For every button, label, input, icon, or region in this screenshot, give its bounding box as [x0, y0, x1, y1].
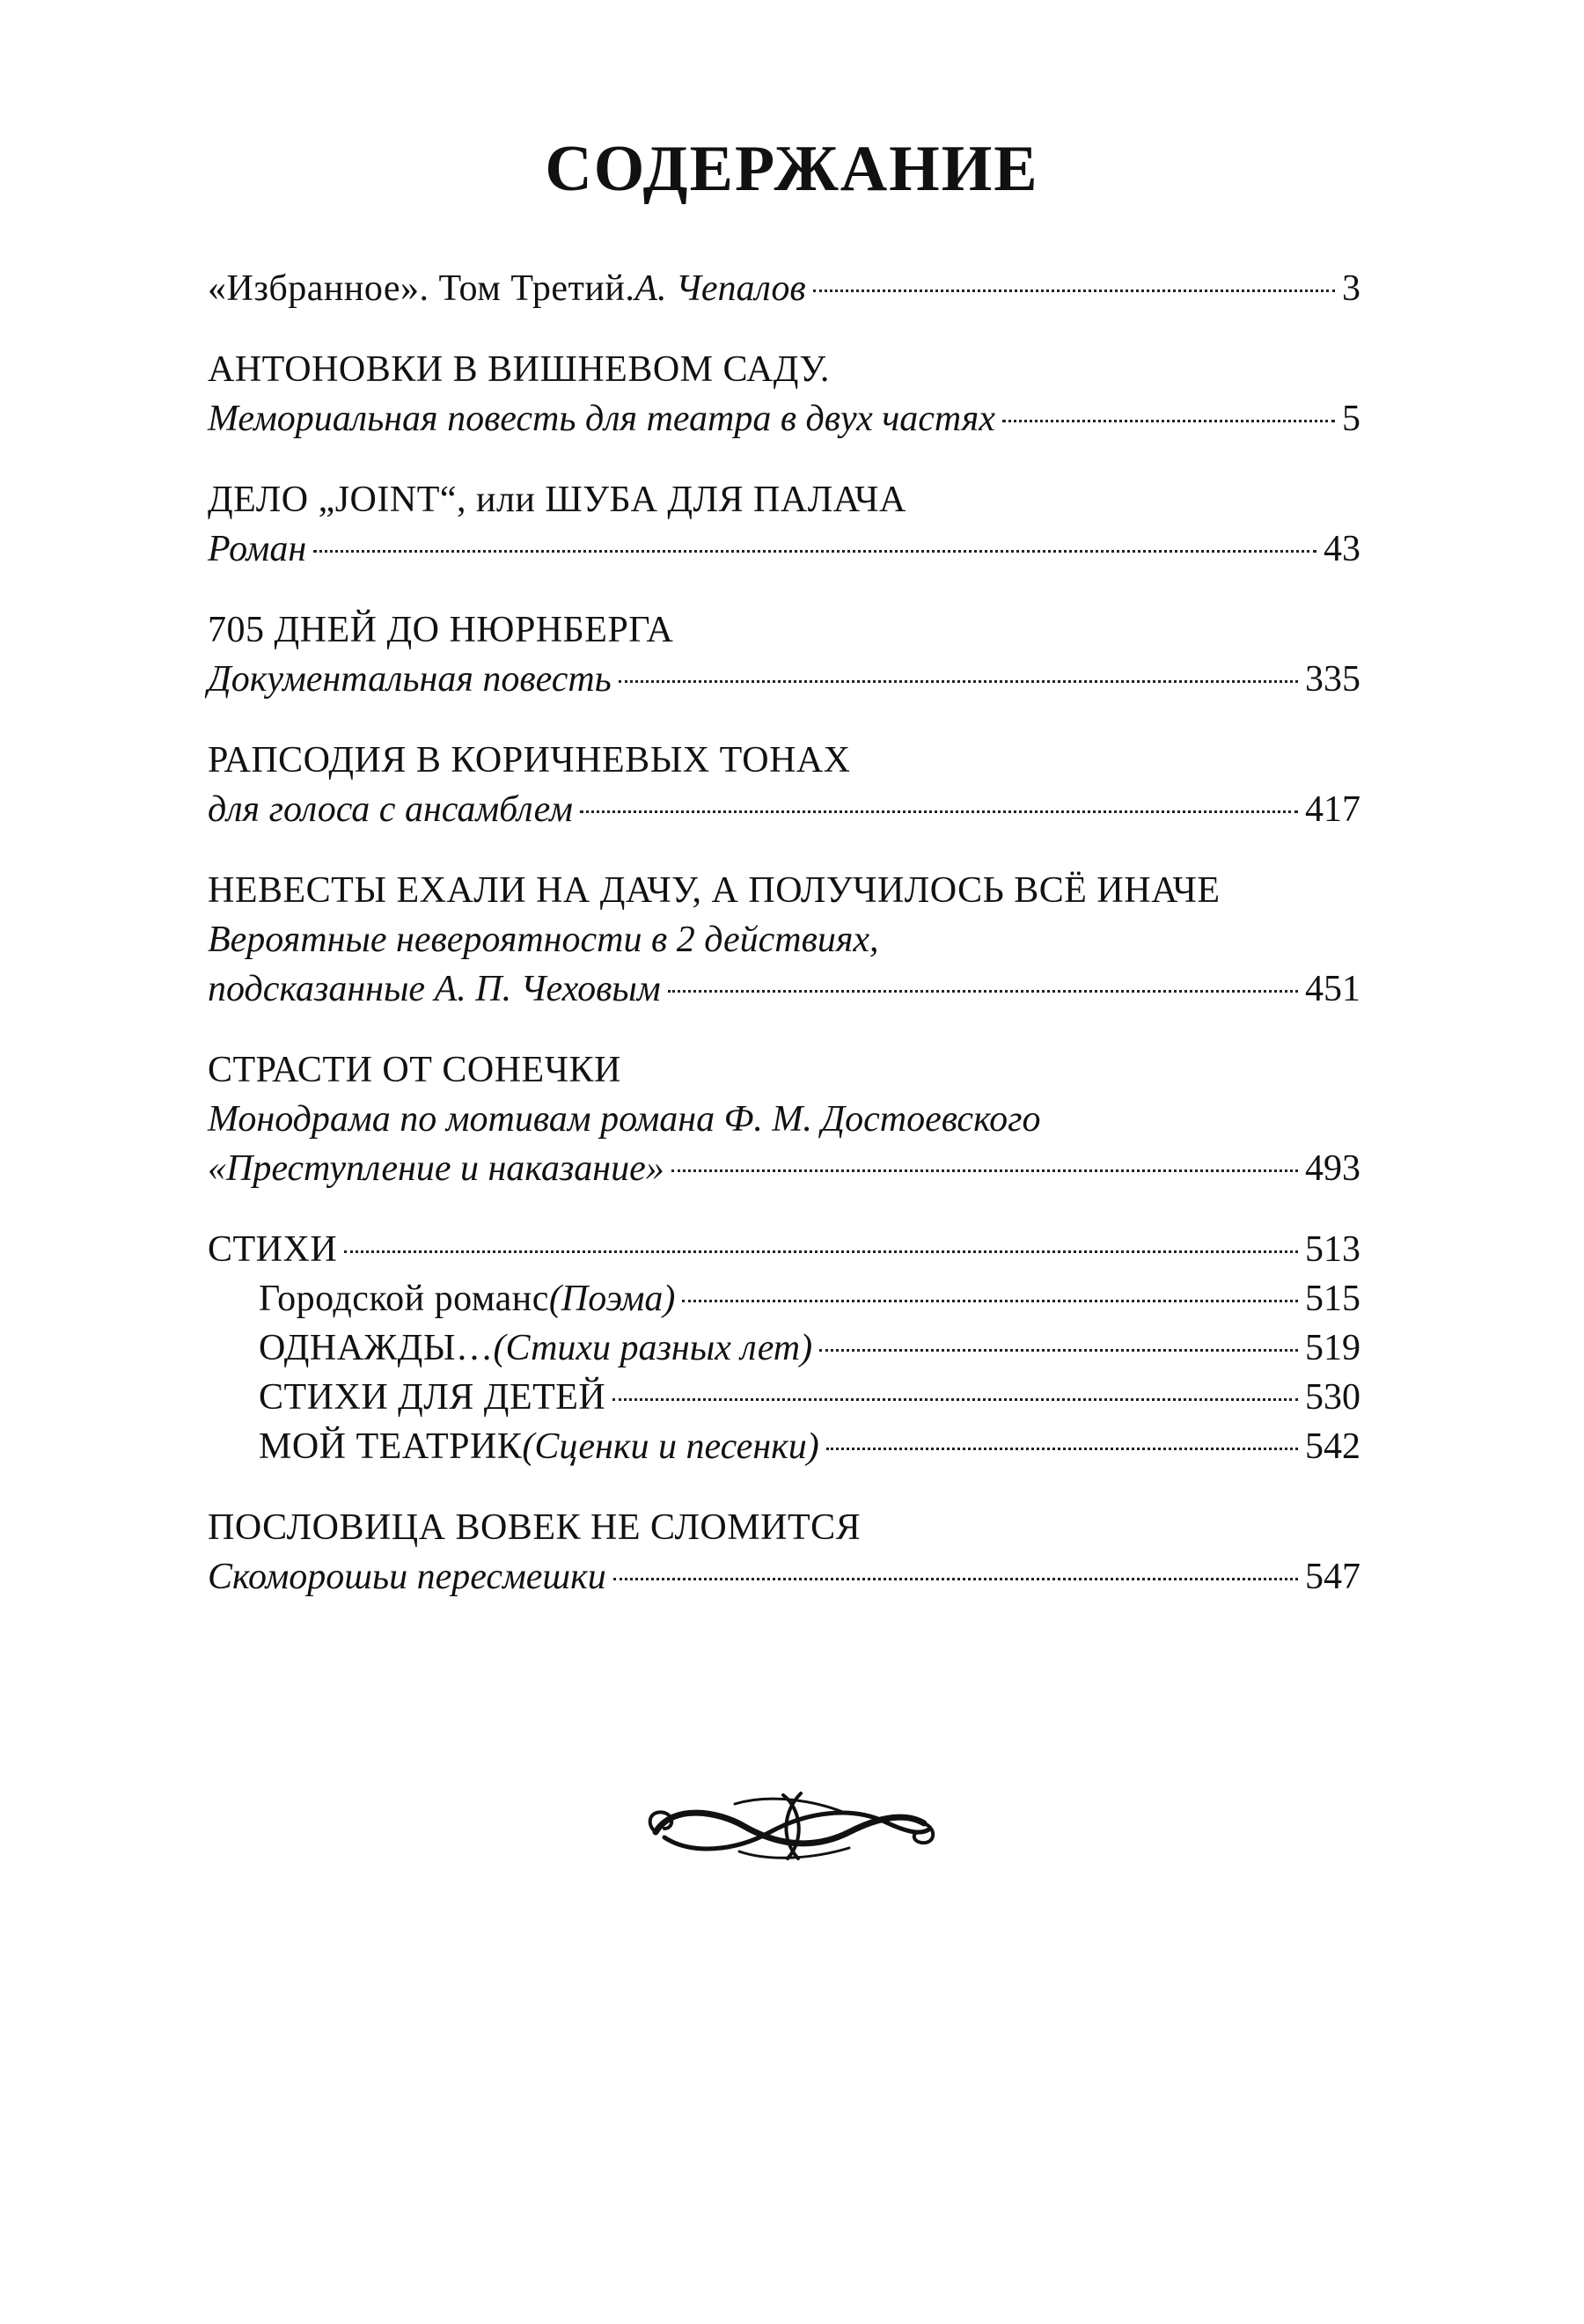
toc-heading-line[interactable] — [208, 1045, 1360, 1095]
toc-entry-title: ПОСЛОВИЦА ВОВЕК НЕ СЛОМИТСЯ — [208, 1507, 862, 1548]
page-number: 335 — [1305, 659, 1360, 700]
toc-child-title: СТИХИ ДЛЯ ДЕТЕЙ — [259, 1377, 606, 1418]
toc-heading-line[interactable] — [208, 736, 1360, 785]
toc-child-note: (Поэма) — [548, 1279, 676, 1319]
page-number: 542 — [1305, 1426, 1360, 1467]
toc-entry-title: СТИХИ — [208, 1229, 338, 1270]
dot-leader — [580, 810, 1298, 813]
table-of-contents — [208, 264, 1360, 1633]
toc-heading-line[interactable] — [208, 605, 1360, 655]
dot-leader — [813, 290, 1335, 292]
page-number: 417 — [1305, 789, 1360, 830]
page-number: 515 — [1305, 1279, 1360, 1319]
page-number: 513 — [1305, 1229, 1360, 1270]
dot-leader — [668, 990, 1298, 993]
dot-leader — [612, 1398, 1298, 1401]
page-number: 43 — [1324, 529, 1360, 569]
dot-leader — [313, 550, 1316, 553]
toc-entry-antonovki — [208, 345, 1360, 444]
page-number: 451 — [1305, 969, 1360, 1009]
toc-heading-line[interactable] — [208, 345, 1360, 394]
dot-leader — [682, 1300, 1298, 1302]
toc-entry-title: АНТОНОВКИ В ВИШНЕВОМ САДУ. — [208, 349, 830, 390]
toc-subtitle-line[interactable] — [208, 655, 1360, 704]
toc-heading-line[interactable] — [208, 475, 1360, 524]
toc-line[interactable] — [208, 1225, 1360, 1274]
toc-entry-subtitle: подсказанные А. П. Чеховым — [208, 969, 661, 1009]
toc-subtitle-line[interactable] — [208, 1144, 1360, 1193]
page-number: 5 — [1342, 399, 1360, 439]
toc-line[interactable] — [208, 264, 1360, 313]
dot-leader — [619, 680, 1298, 683]
page-number: 547 — [1305, 1557, 1360, 1597]
toc-entry-title: 705 ДНЕЙ ДО НЮРНБЕРГА — [208, 610, 674, 650]
toc-child-title: ОДНАЖДЫ… — [259, 1328, 494, 1368]
toc-entry-delo-joint — [208, 475, 1360, 574]
toc-entry-title: РАПСОДИЯ В КОРИЧНЕВЫХ ТОНАХ — [208, 740, 851, 781]
dot-leader — [671, 1169, 1298, 1172]
toc-entry-subtitle: Документальная повесть — [208, 659, 612, 700]
toc-subtitle-line[interactable] — [208, 524, 1360, 574]
toc-entry-title: СТРАСТИ ОТ СОНЕЧКИ — [208, 1050, 621, 1090]
toc-entry-title: ДЕЛО „JOINT“, или ШУБА ДЛЯ ПАЛАЧА — [208, 480, 906, 520]
toc-entry-subtitle: для голоса с ансамблем — [208, 789, 573, 830]
page-number: 3 — [1342, 268, 1360, 309]
toc-entry-subtitle: Роман — [208, 529, 307, 569]
toc-child-line[interactable] — [208, 1422, 1360, 1471]
toc-subtitle-line[interactable] — [208, 915, 1360, 964]
toc-entry-title: НЕВЕСТЫ ЕХАЛИ НА ДАЧУ, А ПОЛУЧИЛОСЬ ВСЁ ИНАЧЕ — [208, 870, 1221, 911]
page-title: СОДЕРЖАНИЕ — [545, 132, 1039, 205]
flourish-ornament-icon — [638, 1778, 946, 1874]
toc-entry-subtitle: Скоморошьи пересмешки — [208, 1557, 606, 1597]
toc-entry-nevesty — [208, 866, 1360, 1014]
toc-entry-subtitle: Вероятные невероятности в 2 действиях, — [208, 920, 879, 960]
toc-entry-rapsodiya — [208, 736, 1360, 834]
dot-leader — [1002, 420, 1335, 422]
toc-entry-poslovitsa — [208, 1503, 1360, 1602]
toc-entry-title: «Избранное». Том Третий. — [208, 268, 635, 309]
dot-leader — [344, 1250, 1298, 1253]
toc-subtitle-line[interactable] — [208, 785, 1360, 834]
toc-child-title: МОЙ ТЕАТРИК — [259, 1426, 523, 1467]
toc-heading-line[interactable] — [208, 1503, 1360, 1552]
toc-child-line[interactable] — [208, 1274, 1360, 1323]
toc-heading-line[interactable] — [208, 866, 1360, 915]
page-number: 519 — [1305, 1328, 1360, 1368]
toc-entry-subtitle: «Преступление и наказание» — [208, 1148, 664, 1189]
toc-subtitle-line[interactable] — [208, 394, 1360, 444]
toc-child-note: (Сценки и песенки) — [522, 1426, 819, 1467]
toc-entry-705-dney — [208, 605, 1360, 704]
toc-entry-izbrannoe — [208, 264, 1360, 313]
toc-child-note: (Стихи разных лет) — [493, 1328, 813, 1368]
dot-leader — [819, 1349, 1298, 1352]
toc-entry-subtitle: Монодрама по мотивам романа Ф. М. Достоевского — [208, 1099, 1041, 1140]
toc-subtitle-line[interactable] — [208, 964, 1360, 1014]
toc-entry-strasti — [208, 1045, 1360, 1193]
toc-subtitle-line[interactable] — [208, 1552, 1360, 1602]
toc-entry-author: А. Чепалов — [634, 268, 806, 309]
toc-subtitle-line[interactable] — [208, 1095, 1360, 1144]
page-number: 530 — [1305, 1377, 1360, 1418]
toc-entry-subtitle: Мемориальная повесть для театра в двух частях — [208, 399, 995, 439]
toc-entry-stikhi — [208, 1225, 1360, 1471]
dot-leader — [826, 1448, 1298, 1450]
page-number: 493 — [1305, 1148, 1360, 1189]
toc-child-title: Городской романс — [259, 1279, 549, 1319]
dot-leader — [613, 1578, 1298, 1580]
toc-child-line[interactable] — [208, 1373, 1360, 1422]
toc-child-line[interactable] — [208, 1323, 1360, 1373]
